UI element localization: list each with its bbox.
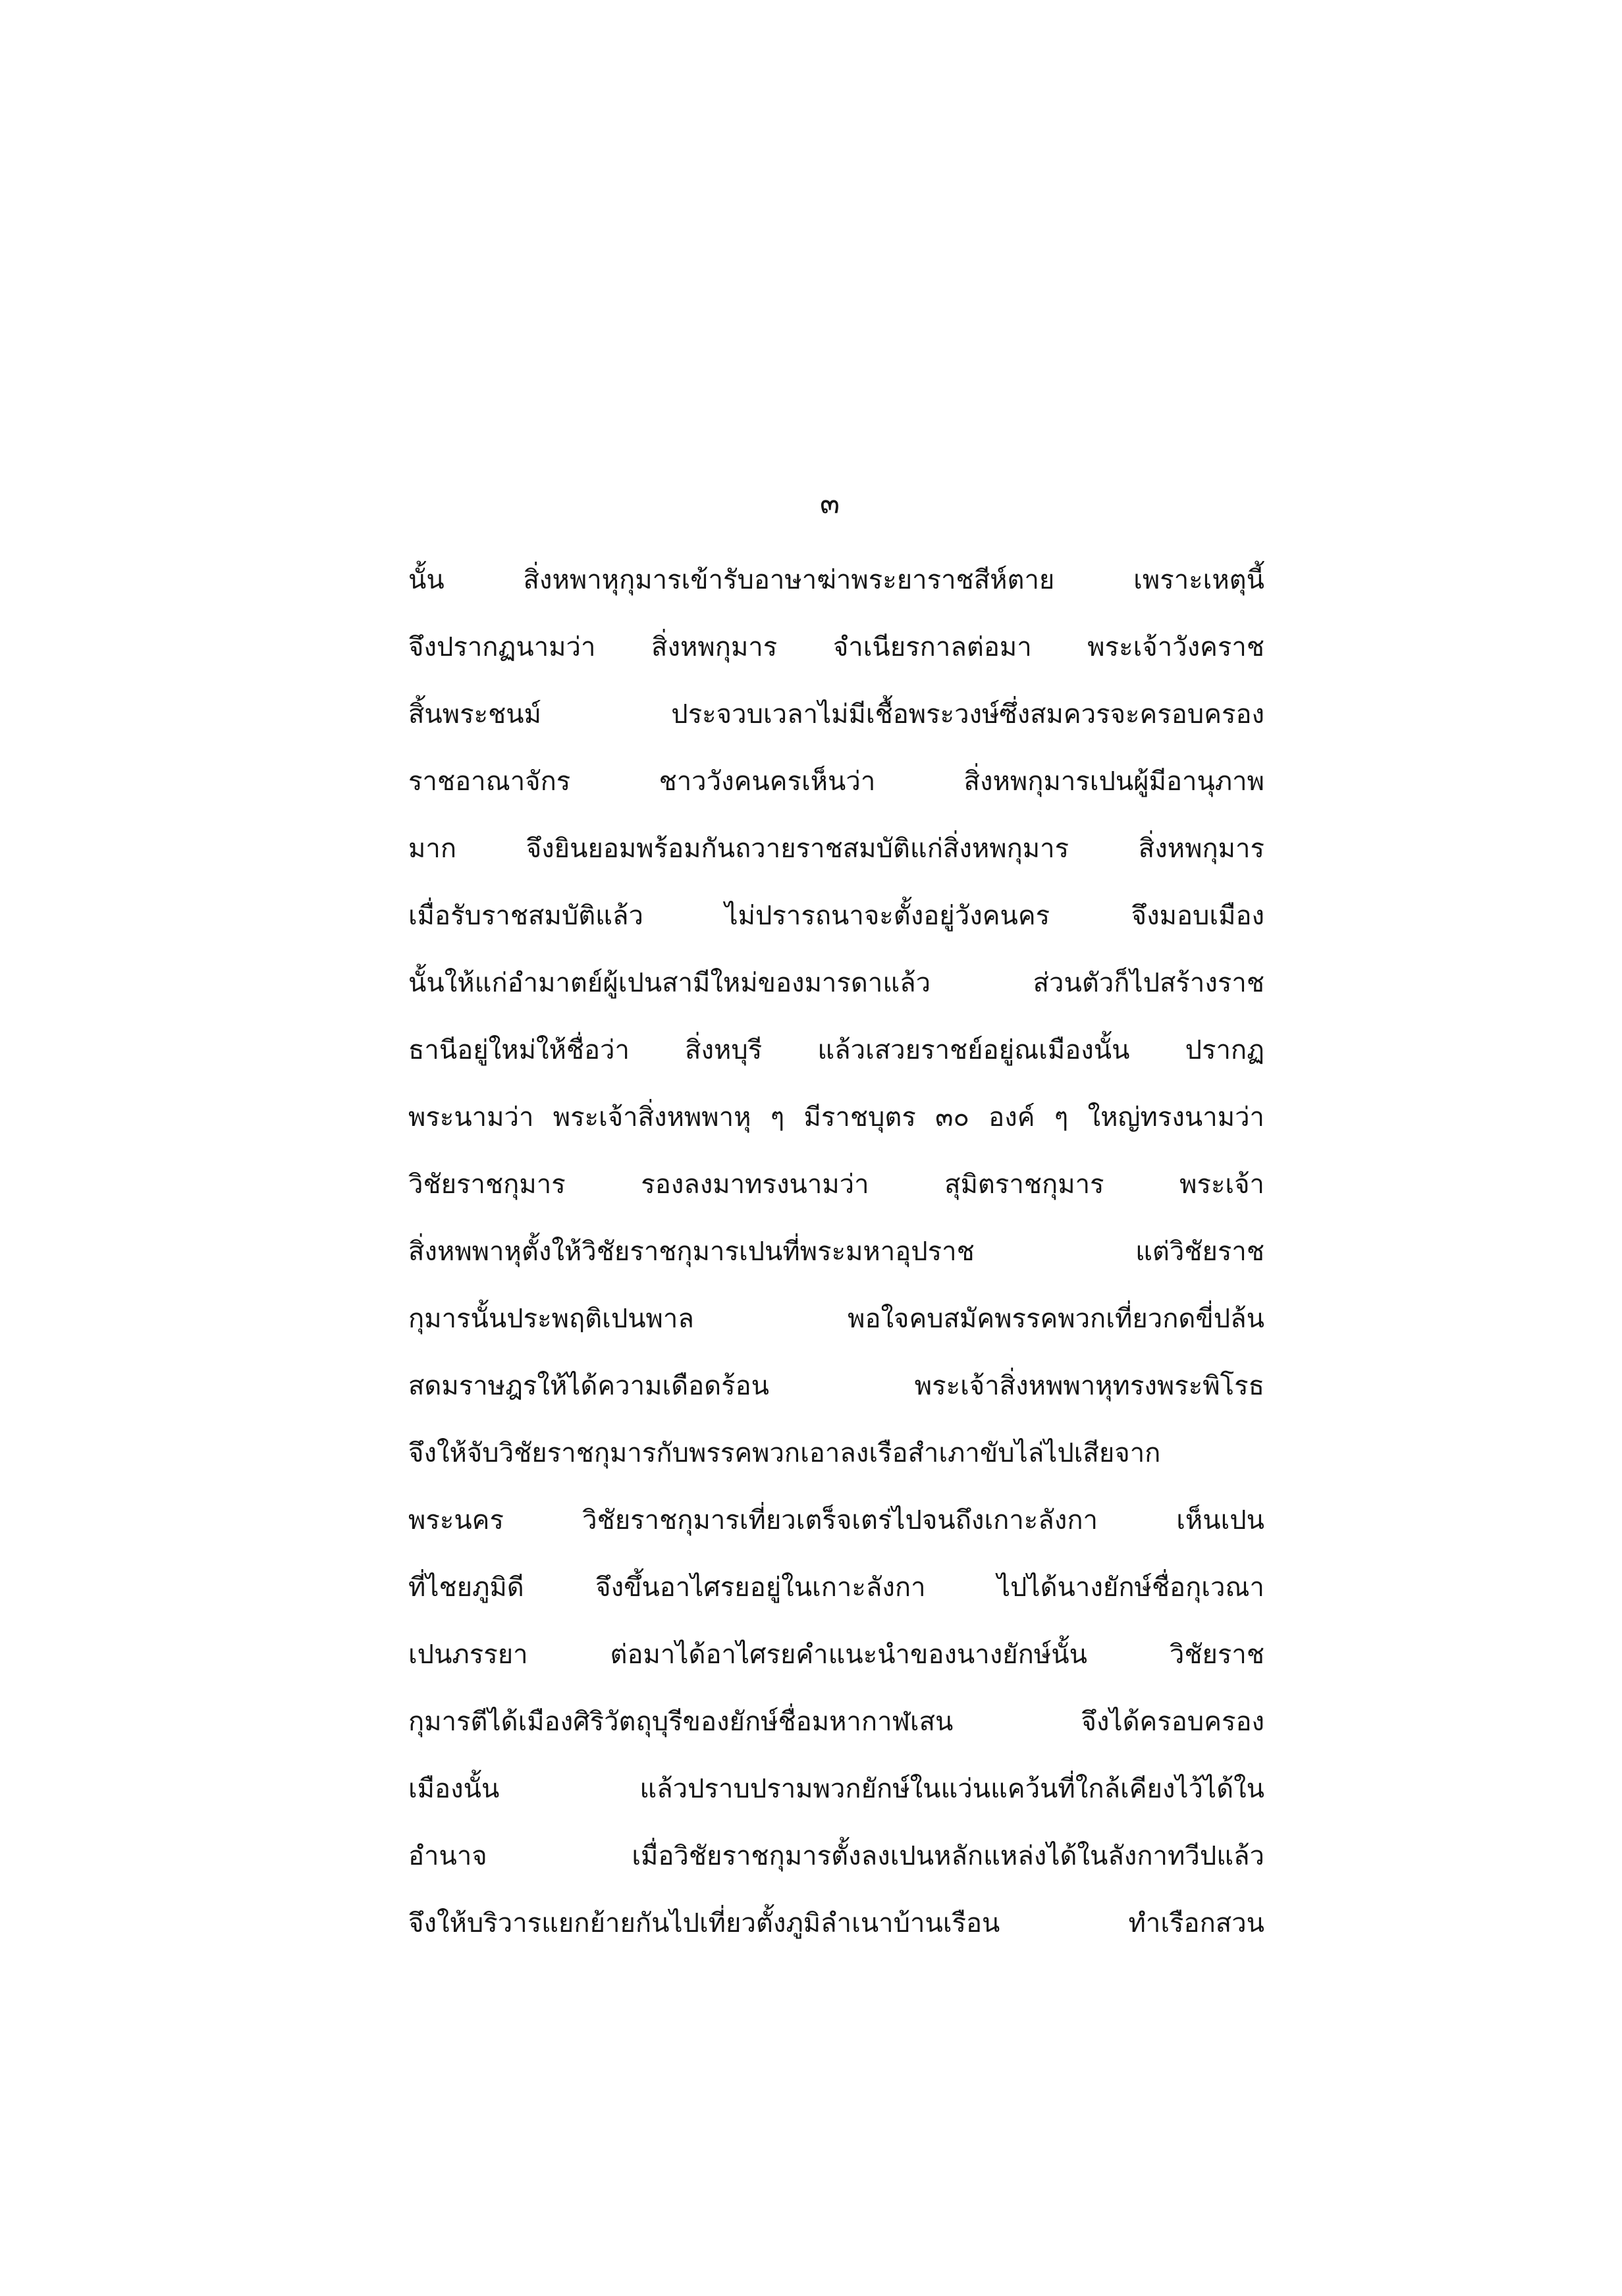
- text-line: เมื่อรับราชสมบัติแล้ว ไม่ปรารถนาจะตั้งอยู่วังคนคร จึงมอบเมือง: [408, 901, 1264, 931]
- text-line: ที่ไชยภูมิดี จึงขึ้นอาไศรยอยู่ในเกาะลังกา ไปได้นางยักษ์ชื่อกุเวณา: [408, 1572, 1264, 1603]
- text-line: อำนาจ เมื่อวิชัยราชกุมารตั้งลงเปนหลักแหล่งได้ในลังกาทวีปแล้ว: [408, 1841, 1264, 1871]
- text-line: กุมารนั้นประพฤติเปนพาล พอใจคบสมัคพรรคพวกเที่ยวกดขี่ปล้น: [408, 1304, 1264, 1334]
- text-line: สดมราษฎรให้ได้ความเดือดร้อน พระเจ้าสิ่งหพพาหุทรงพระพิโรธ: [408, 1371, 1264, 1401]
- text-line: กุมารตีได้เมืองศิริวัตถุบุรีของยักษ์ชื่อมหากาฬเสน จึงได้ครอบครอง: [408, 1707, 1264, 1737]
- text-line: สิ้นพระชนม์ ประจวบเวลาไม่มีเชื้อพระวงษ์ซึ่งสมควรจะครอบครอง: [408, 699, 1264, 730]
- text-line: พระนามว่า พระเจ้าสิ่งหพพาหุ ๆ มีราชบุตร ๓๐ องค์ ๆ ใหญ่ทรงนามว่า: [408, 1102, 1264, 1133]
- text-line: จึงให้จับวิชัยราชกุมารกับพรรคพวกเอาลงเรือสำเภาขับไล่ไปเสียจาก: [408, 1438, 1161, 1468]
- page-number: ๓: [819, 487, 840, 520]
- text-line: วิชัยราชกุมาร รองลงมาทรงนามว่า สุมิตราชกุมาร พระเจ้า: [408, 1169, 1264, 1200]
- text-line: เมืองนั้น แล้วปราบปรามพวกยักษ์ในแว่นแคว้นที่ใกล้เคียงไว้ได้ใน: [408, 1774, 1264, 1804]
- text-line: ราชอาณาจักร ชาววังคนครเห็นว่า สิ่งหพกุมารเปนผู้มีอานุภาพ: [408, 766, 1264, 797]
- text-line: สิ่งหพพาหุตั้งให้วิชัยราชกุมารเปนที่พระมหาอุปราช แต่วิชัยราช: [408, 1237, 1264, 1267]
- text-line: นั้นให้แก่อำมาตย์ผู้เปนสามีใหม่ของมารดาแล้ว ส่วนตัวก็ไปสร้างราช: [408, 968, 1264, 998]
- text-line: จึงปรากฏนามว่า สิ่งหพกุมาร จำเนียรกาลต่อมา พระเจ้าวังคราช: [408, 632, 1264, 662]
- text-line: เปนภรรยา ต่อมาได้อาไศรยคำแนะนำของนางยักษ์นั้น วิชัยราช: [408, 1640, 1264, 1670]
- text-line: มาก จึงยินยอมพร้อมกันถวายราชสมบัติแก่สิ่งหพกุมาร สิ่งหพกุมาร: [408, 834, 1264, 864]
- text-line: นั้น สิ่งหพาหุกุมารเข้ารับอาษาฆ่าพระยาราชสีห์ตาย เพราะเหตุนี้: [408, 565, 1264, 595]
- text-line: พระนคร วิชัยราชกุมารเที่ยวเตร็จเตร่ไปจนถึงเกาะลังกา เห็นเปน: [408, 1505, 1264, 1535]
- text-line: จึงให้บริวารแยกย้ายกันไปเที่ยวตั้งภูมิลำเนาบ้านเรือน ทำเรือกสวน: [408, 1908, 1264, 1938]
- body-text: [408, 547, 1264, 1957]
- text-line: ธานีอยู่ใหม่ให้ชื่อว่า สิ่งหบุรี แล้วเสวยราชย์อยู่ณเมืองนั้น ปรากฏ: [408, 1035, 1264, 1065]
